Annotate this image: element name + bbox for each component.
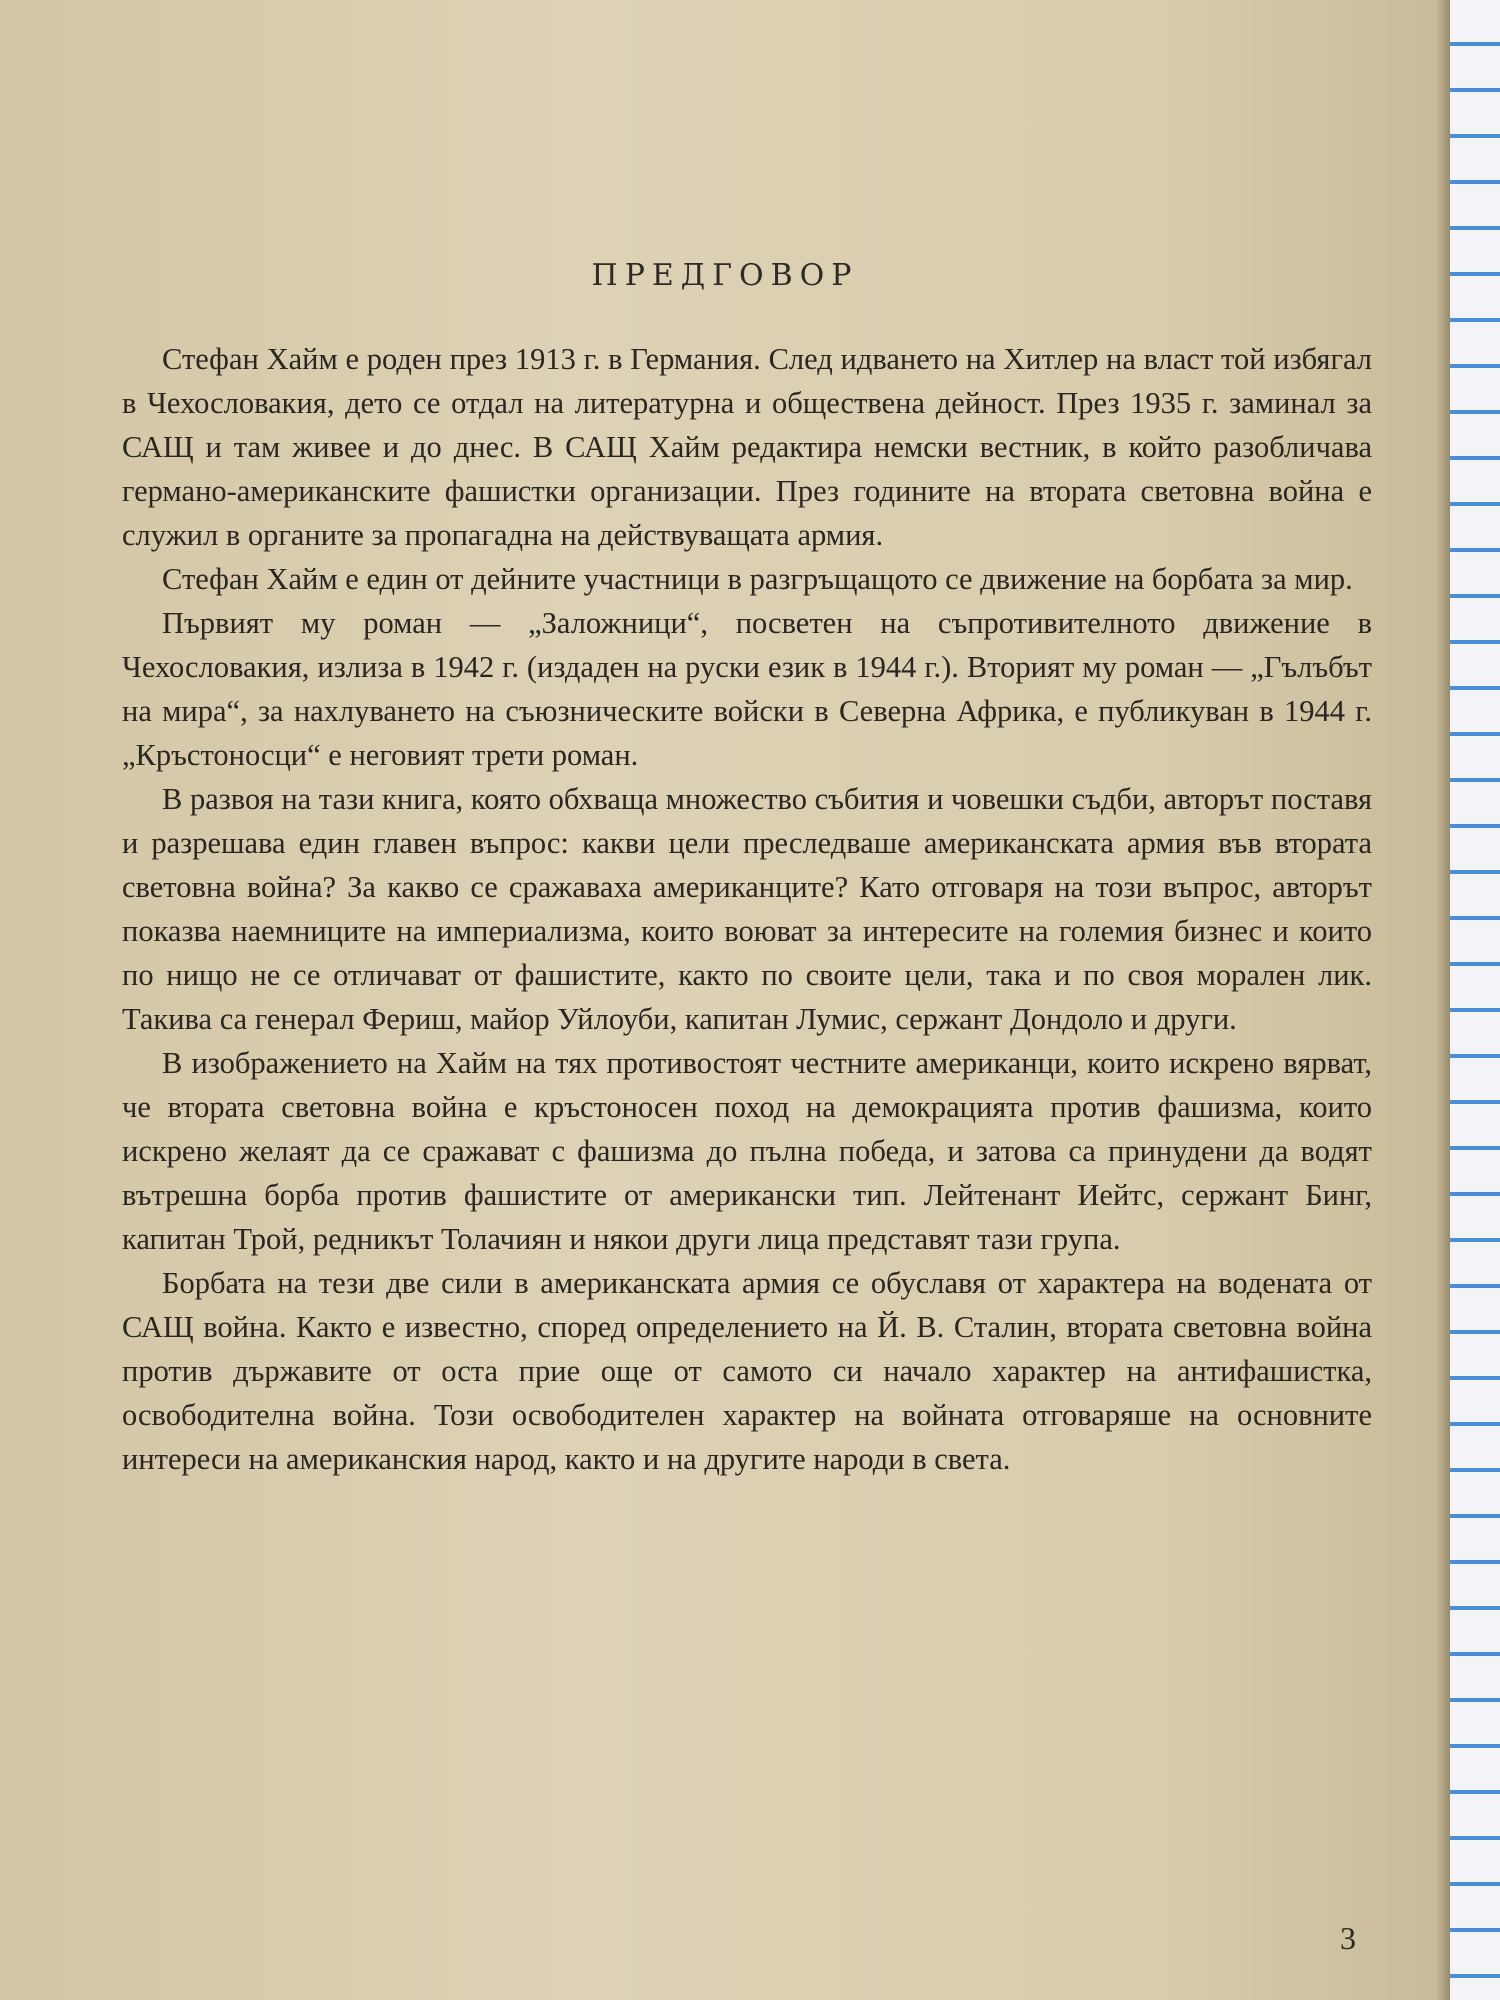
paragraph-5: В изображението на Хайм на тях противостоят честните американци, които искрено вярват, че втората световна война е кръстоносен поход на демокрацията против фашизма, които искрено желаят да се сражават с фашизма до пълна победа, и затова са принудени да водят вътрешна борба против фашистите от американски тип. Лейтенант Иейтс, сержант Бинг, капитан Трой, редникът Толачиян и някои други лица представят тази група. (122, 1046, 1372, 1256)
paragraph-3: Първият му роман — „Заложници“, посветен на съпротивителното движение в Чехословакия, излиза в 1942 г. (издаден на руски език в 1944 г.). Вторият му роман — „Гълъбът на мира“, за нахлуването на съюзническите войски в Северна Африка, е публикуван в 1944 г. „Кръстоносци“ е неговият трети роман. (122, 606, 1372, 772)
preface-body (122, 337, 1372, 1481)
page-number: 3 (1340, 1920, 1356, 1956)
page-title: ПРЕДГОВОР (591, 258, 859, 293)
paragraph-4: В развоя на тази книга, която обхваща множество събития и човешки съдби, авторът поставя и разрешава един главен въпрос: какви цели преследваше американската армия във втората световна война? За какво се сражаваха американците? Като отговаря на този въпрос, авторът показва наемниците на империализма, които воюват за интересите на големия бизнес и които по нищо не се отличават от фашистите, както по своите цели, така и по своя морален лик. Такива са генерал Фериш, майор Уйлоуби, капитан Лумис, сержант Дондоло и други. (122, 782, 1373, 1036)
paragraph-1: Стефан Хайм е роден през 1913 г. в Германия. След идването на Хитлер на власт той избягал в Чехословакия, дето се отдал на литературна и обществена дейност. През 1935 г. заминал за САЩ и там живее и до днес. В САЩ Хайм редактира немски вестник, в който разобличава германо-американските фашистки организации. През годините на втората световна война е служил в органите за пропагадна на действуващата армия. (122, 342, 1372, 552)
paragraph-6: Борбата на тези две сили в американската армия се обуславя от характера на водената от САЩ война. Както е известно, според определението на Й. В. Сталин, втората световна война против държавите от оста прие още от самото си начало характер на антифашистка, освободителна война. Този освободителен характер на войната отговаряше на основните интереси на американския народ, както и на другите народи в света. (122, 1266, 1372, 1476)
graph-paper-edge (1450, 0, 1500, 2000)
paragraph-2: Стефан Хайм е един от дейните участници в разгръщащото се движение на борбата за мир. (162, 562, 1353, 596)
